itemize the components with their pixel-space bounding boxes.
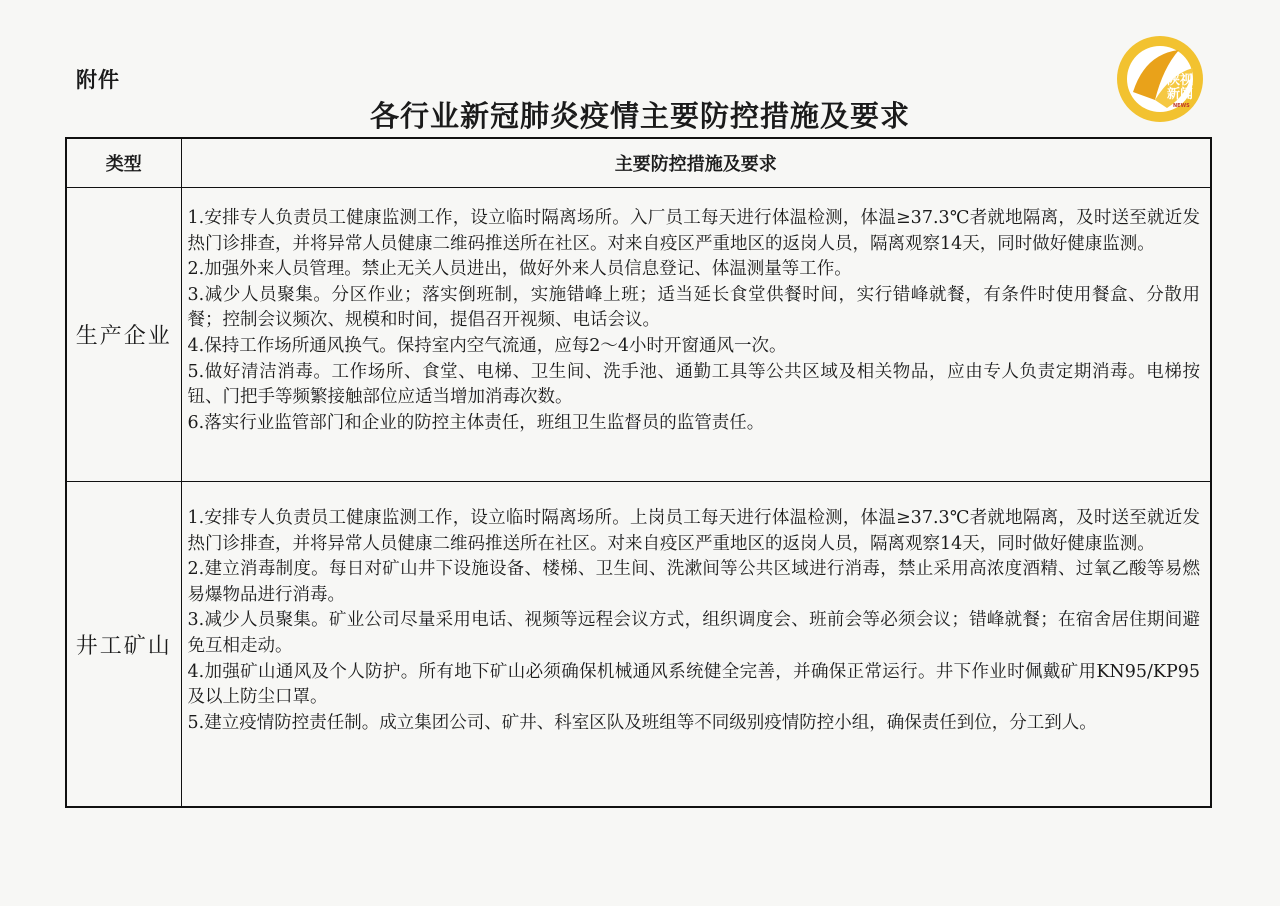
- list-item: 3.减少人员聚集。分区作业；落实倒班制，实施错峰上班；适当延长食堂供餐时间，实行错峰就餐，有条件时使用餐盒、分散用餐；控制会议频次、规模和时间，提倡召开视频、电话会议。: [187, 284, 1200, 331]
- row-items-mining: [181, 482, 1211, 808]
- list-item: 1.安排专人负责员工健康监测工作，设立临时隔离场所。入厂员工每天进行体温检测，体温≥37.3℃者就地隔离，及时送至就近发热门诊排查，并将异常人员健康二维码推送所在社区。对来自疫区严重地区的返岗人员，隔离观察14天，同时做好健康监测。: [187, 208, 1200, 254]
- logo-line2: 新闻: [1167, 87, 1194, 102]
- logo-line1: 陕视: [1167, 73, 1194, 88]
- table-row: [66, 482, 1211, 808]
- row-items-production: [181, 188, 1211, 482]
- header-measures: 主要防控措施及要求: [181, 138, 1211, 188]
- measures-table: [65, 137, 1212, 808]
- row-type-mining: 井工矿山: [66, 482, 181, 808]
- list-item: 3.减少人员聚集。矿业公司尽量采用电话、视频等远程会议方式，组织调度会、班前会等必须会议；错峰就餐；在宿舍居住期间避免互相走动。: [187, 610, 1200, 656]
- list-item: 5.做好清洁消毒。工作场所、食堂、电梯、卫生间、洗手池、通勤工具等公共区域及相关物品，应由专人负责定期消毒。电梯按钮、门把手等频繁接触部位应适当增加消毒次数。: [187, 361, 1200, 408]
- list-item: 4.保持工作场所通风换气。保持室内空气流通，应每2～4小时开窗通风一次。: [187, 335, 787, 356]
- list-item: 2.加强外来人员管理。禁止无关人员进出，做好外来人员信息登记、体温测量等工作。: [187, 259, 852, 280]
- row-type-production: 生产企业: [66, 188, 181, 482]
- list-item: 2.建立消毒制度。每日对矿山井下设施设备、楼梯、卫生间、洗漱间等公共区域进行消毒，禁止采用高浓度酒精、过氧乙酸等易燃易爆物品进行消毒。: [187, 559, 1200, 605]
- header-type: 类型: [66, 138, 181, 188]
- document-title: 各行业新冠肺炎疫情主要防控措施及要求: [369, 99, 910, 133]
- table-header-row: [66, 138, 1211, 188]
- list-item: 6.落实行业监管部门和企业的防控主体责任，班组卫生监督员的监管责任。: [187, 412, 765, 433]
- attachment-label: 附件: [76, 68, 120, 92]
- list-item: 5.建立疫情防控责任制。成立集团公司、矿井、科室区队及班组等不同级别疫情防控小组，确保责任到位，分工到人。: [187, 712, 1097, 733]
- table-row: [66, 188, 1211, 482]
- list-item: 1.安排专人负责员工健康监测工作，设立临时隔离场所。上岗员工每天进行体温检测，体温≥37.3℃者就地隔离，及时送至就近发热门诊排查，并将异常人员健康二维码推送所在社区。对来自疫区严重地区的返岗人员，隔离观察14天，同时做好健康监测。: [187, 508, 1200, 554]
- list-item: 4.加强矿山通风及个人防护。所有地下矿山必须确保机械通风系统健全完善，并确保正常运行。井下作业时佩戴矿用KN95/KP95及以上防尘口罩。: [187, 661, 1200, 708]
- logo-sub: NEWS: [1173, 103, 1190, 109]
